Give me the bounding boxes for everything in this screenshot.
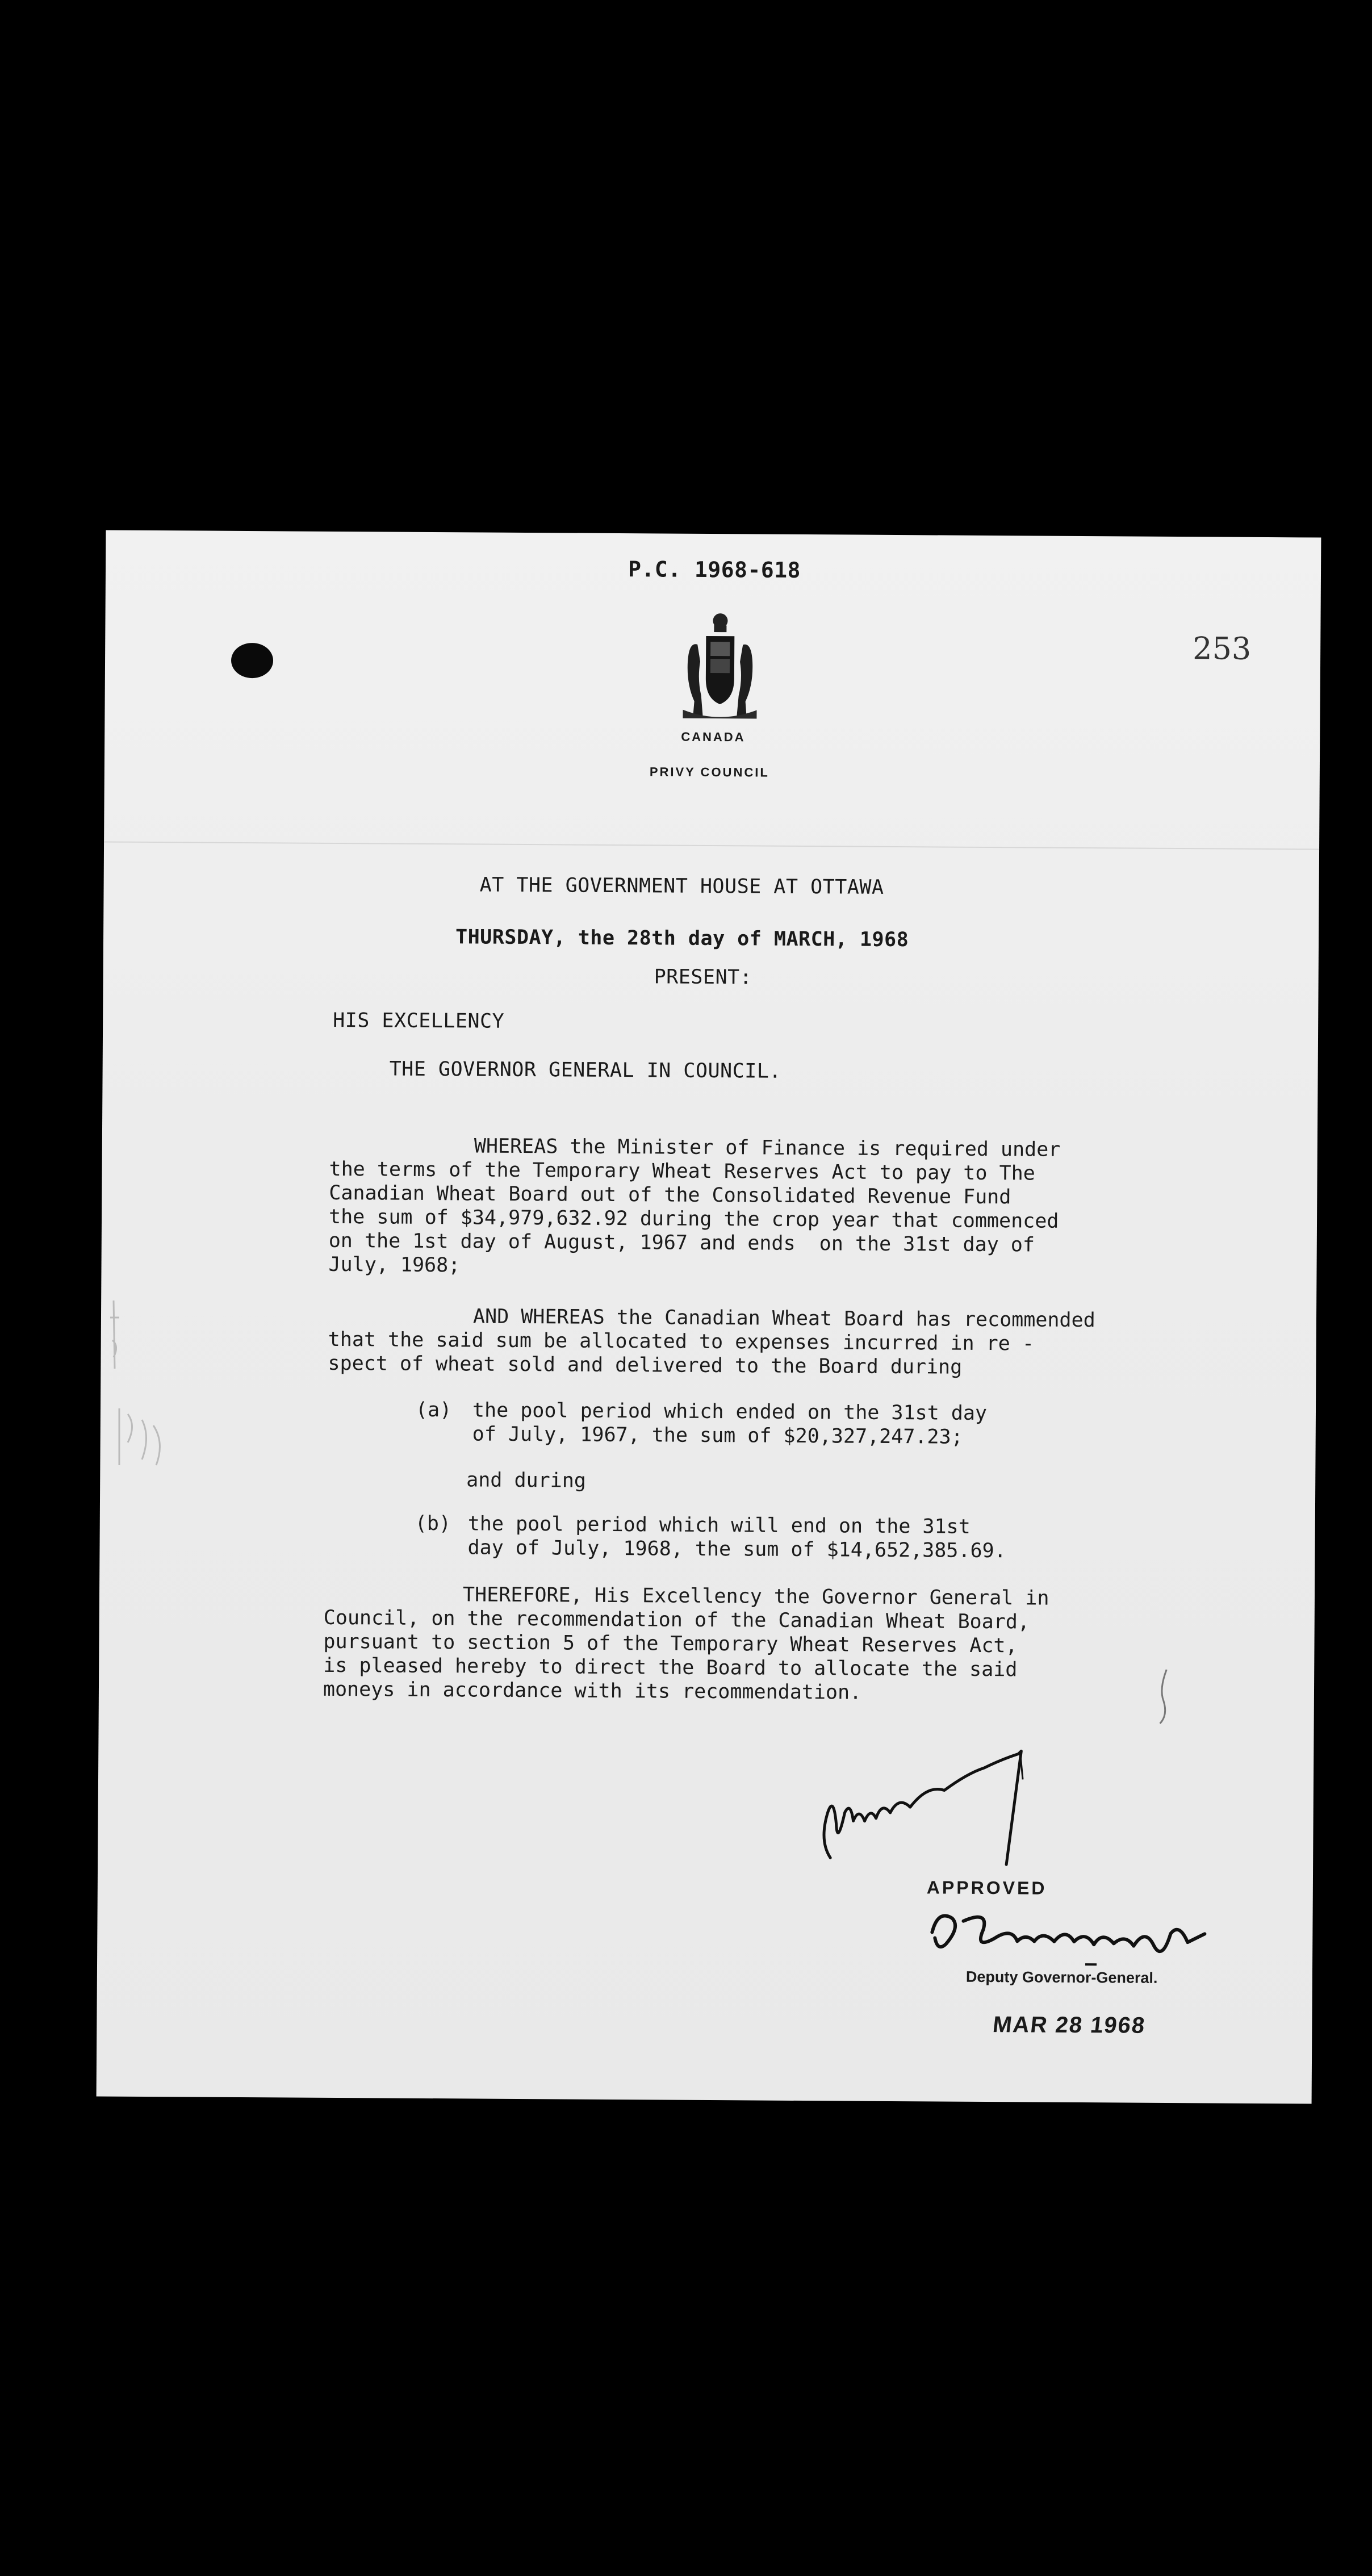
- pencil-mark-icon: [1152, 1667, 1176, 1729]
- item-line: the pool period which will end on the 31st: [467, 1512, 971, 1538]
- item-line: of July, 1967, the sum of $20,327,247.23;: [472, 1423, 963, 1449]
- deputy-governor-general-title: Deputy Governor-General.: [965, 1968, 1158, 1987]
- privy-council-label: PRIVY COUNCIL: [649, 764, 769, 780]
- page-number: 253: [1193, 630, 1252, 667]
- paragraph-line: moneys in accordance with its recommendation.: [323, 1678, 862, 1704]
- and-during: and during: [466, 1469, 587, 1492]
- paragraph-line: July, 1968;: [328, 1253, 461, 1277]
- deputy-governor-signature-icon: [921, 1898, 1239, 1973]
- present-label: PRESENT:: [654, 965, 752, 989]
- item-marker: (b): [415, 1512, 451, 1536]
- paragraph-line: on the 1st day of August, 1967 and ends on the 31st day of: [328, 1229, 1035, 1257]
- governor-general-in-council: THE GOVERNOR GENERAL IN COUNCIL.: [389, 1057, 782, 1083]
- approval-date-stamp: MAR 28 1968: [992, 2012, 1147, 2038]
- paragraph-line: Council, on the recommendation of the Canadian Wheat Board,: [323, 1606, 1030, 1634]
- canada-label: CANADA: [681, 729, 746, 745]
- paragraph-line: spect of wheat sold and delivered to the Board during: [328, 1352, 963, 1379]
- paragraph-line: is pleased hereby to direct the Board to allocate the said: [323, 1654, 1018, 1682]
- paragraph-line: that the said sum be allocated to expenses incurred in re -: [328, 1328, 1035, 1356]
- punch-hole: [231, 643, 273, 678]
- paragraph-line: AND WHEREAS the Canadian Wheat Board has recommended: [472, 1305, 1095, 1332]
- paragraph-line: the terms of the Temporary Wheat Reserves Act to pay to The: [329, 1157, 1035, 1185]
- date-line: [455, 925, 909, 952]
- order-number: P.C. 1968-618: [628, 557, 801, 583]
- paragraph-line: pursuant to section 5 of the Temporary Wheat Reserves Act,: [323, 1630, 1018, 1658]
- coat-of-arms-icon: [677, 610, 763, 722]
- his-excellency: HIS EXCELLENCY: [333, 1009, 505, 1033]
- item-line: day of July, 1968, the sum of $14,652,385.69.: [467, 1536, 1006, 1563]
- item-line: the pool period which ended on the 31st day: [472, 1399, 988, 1425]
- document-page: [97, 530, 1321, 2104]
- margin-handwriting-icon: [102, 1295, 182, 1494]
- paragraph-line: THEREFORE, His Excellency the Governor General in: [462, 1583, 1049, 1610]
- paragraph-line: the sum of $34,979,632.92 during the crop year that commenced: [328, 1205, 1059, 1233]
- fold-line: [104, 841, 1319, 850]
- date-weekday: THURSDAY,: [455, 926, 566, 950]
- approved-label: APPROVED: [926, 1877, 1047, 1898]
- paragraph-line: WHEREAS the Minister of Finance is required under: [474, 1135, 1061, 1161]
- item-marker: (a): [415, 1398, 452, 1422]
- paragraph-line: Canadian Wheat Board out of the Consolidated Revenue Fund: [329, 1181, 1011, 1209]
- date-rest: the 28th day of MARCH, 1968: [566, 926, 909, 952]
- location-heading: AT THE GOVERNMENT HOUSE AT OTTAWA: [479, 873, 884, 899]
- minister-signature-icon: [796, 1727, 1195, 1900]
